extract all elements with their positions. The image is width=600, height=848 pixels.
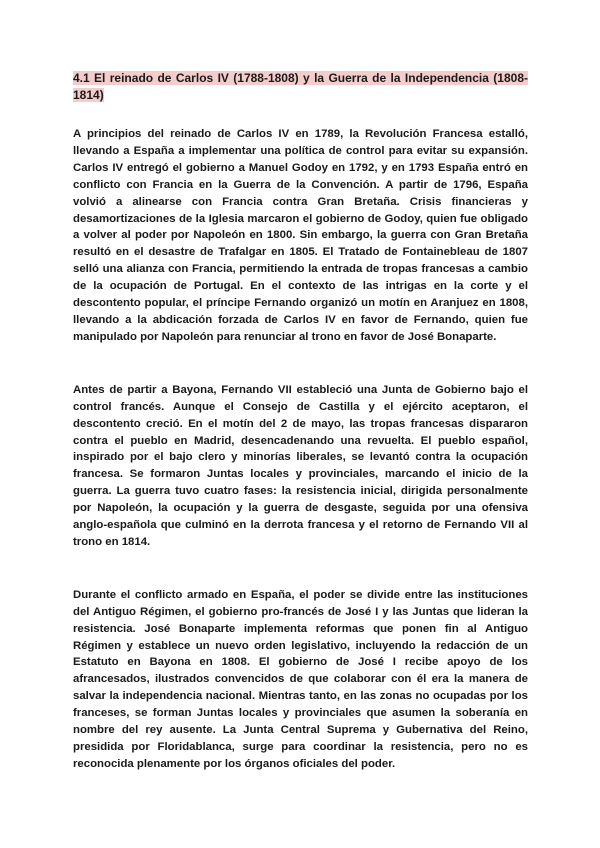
paragraph-war-outbreak: Antes de partir a Bayona, Fernando VII estableció una Junta de Gobierno bajo el control francés. Aunque el Consejo de Castilla y el ejército aceptaron, el descontento creció. En el motín del 2 de mayo, las tropas francesas dispararon contra el pueblo en Madrid, desencadenando una revuelta. El pueblo español, inspirado por el bajo clero y minorías liberales, se levantó contra la ocupación francesa. Se formaron Juntas locales y provinciales, marcando el inicio de la guerra. La guerra tuvo cuatro fases: la resistencia inicial, dirigida personalmente por Napoleón, la ocupación y la guerra de desgaste, seguida por una ofensiva anglo-española que culminó en la derrota francesa y el retorno de Fernando VII al trono en 1814. [73, 383, 528, 548]
document-page [73, 70, 528, 773]
section-heading [73, 70, 528, 104]
paragraph-carlos-iv-reign: A principios del reinado de Carlos IV en 1789, la Revolución Francesa estalló, llevando a España a implementar una política de control para evitar su expansión. Carlos IV entregó el gobierno a Manuel Godoy en 1792, y en 1793 España entró en conflicto con Francia en la Guerra de la Convención. A partir de 1796, España volvió a alinearse con Francia contra Gran Bretaña. Crisis financieras y desamortizaciones de la Iglesia marcaron el gobierno de Godoy, quien fue obligado a volver al poder por Napoleón en 1800. Sin embargo, la guerra con Gran Bretaña resultó en el desastre de Trafalgar en 1805. El Tratado de Fontainebleau de 1807 selló una alianza con Francia, permitiendo la entrada de tropas francesas a cambio de la ocupación de Portugal. En el contexto de las intrigas en la corte y el descontento popular, el príncipe Fernando organizó un motín en Aranjuez en 1808, llevando a la abdicación forzada de Carlos IV en favor de Fernando, quien fue manipulado por Napoleón para renunciar al trono en favor de José Bonaparte. [73, 128, 528, 343]
section-heading-text: 4.1 El reinado de Carlos IV (1788-1808) y la Guerra de la Independencia (1808-1814) [73, 71, 528, 102]
paragraph-power-division: Durante el conflicto armado en España, el poder se divide entre las instituciones del Antiguo Régimen, el gobierno pro-francés de José I y las Juntas que lideran la resistencia. José Bonaparte implementa reformas que ponen fin al Antiguo Régimen y establece un nuevo orden legislativo, incluyendo la redacción de un Estatuto en Bayona en 1808. El gobierno de José I recibe apoyo de los afrancesados, ilustrados convencidos de que colaborar con él era la manera de salvar la independencia nacional. Mientras tanto, en las zonas no ocupadas por los franceses, se forman Juntas locales y provinciales que asumen la soberanía en nombre del rey ausente. La Junta Central Suprema y Gubernativa del Reino, presidida por Floridablanca, surge para coordinar la resistencia, pero no es reconocida plenamente por los órganos oficiales del poder. [73, 588, 528, 770]
